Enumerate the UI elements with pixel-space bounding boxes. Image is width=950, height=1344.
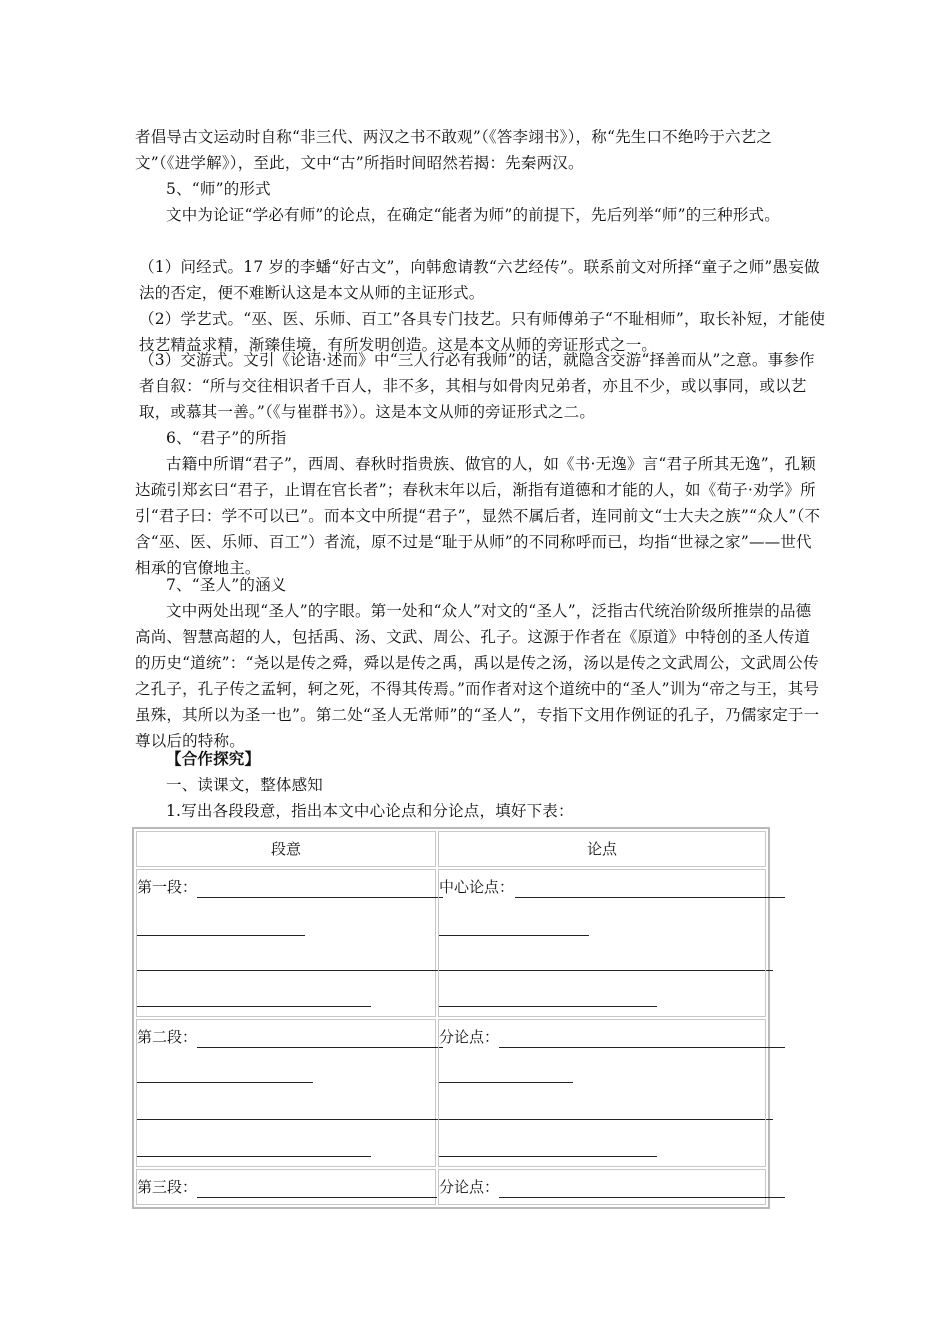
table-row: [136, 869, 766, 1017]
answer-line[interactable]: [439, 935, 589, 936]
table-row: [136, 1169, 766, 1205]
row1-meaning-cell[interactable]: [136, 869, 436, 1017]
row1-right-label: 中心论点：: [439, 878, 515, 896]
heading-junzi: 6、“君子”的所指: [166, 429, 287, 447]
column-header-argument: 论点: [438, 831, 766, 867]
paragraph-continuation: 者倡导古文运动时自称“非三代、两汉之书不敢观”（《答李翊书》），称“先生口不绝吟于六艺之文”（《进学解》），至此，文中“古”所指时间昭然若揭：先秦两汉。: [135, 128, 773, 172]
answer-line[interactable]: [137, 1082, 313, 1083]
row3-right-label: 分论点：: [439, 1178, 500, 1196]
answer-line[interactable]: [439, 1006, 657, 1007]
answer-line[interactable]: [515, 897, 785, 898]
row3-meaning-cell[interactable]: [136, 1169, 436, 1205]
table-header-row: [136, 831, 766, 867]
answer-line[interactable]: [197, 1047, 443, 1048]
subsection-title: 一、读课文，整体感知: [166, 776, 324, 794]
heading-shengren: 7、“圣人”的涵义: [166, 576, 287, 594]
section-title: 【合作探究】: [166, 749, 261, 768]
row1-argument-cell[interactable]: [438, 869, 766, 1017]
row2-argument-cell[interactable]: [438, 1019, 766, 1167]
paragraph-junzi: 古籍中所谓“君子”，西周、春秋时指贵族、做官的人，如《书·无逸》言“君子所其无逸”，孔颖达疏引郑玄曰“君子，止谓在官长者”；春秋末年以后，渐指有道德和才能的人，如《荀子·劝学》所引“君子曰：学不可以已”。而本文中所提“君子”，显然不属后者，连同前文“士大夫之族”“众人”（不含“巫、医、乐师、百工”）者流，原不过是“耻于从师”的不同称呼而已，均指“世禄之家”——世代相承的官僚地主。: [135, 455, 821, 577]
paragraph-shengren: 文中两处出现“圣人”的字眼。第一处和“众人”对文的“圣人”，泛指古代统治阶级所推崇的品德高尚、智慧高超的人，包括禹、汤、文武、周公、孔子。这源于作者在《原道》中特创的圣人传道的历史“道统”：“尧以是传之舜，舜以是传之禹，禹以是传之汤，汤以是传之文武周公，文武周公传之孔子，孔子传之孟轲，轲之死，不得其传焉。”而作者对这个道统中的“圣人”训为“帝之与王，其号虽殊，其所以为圣一也”。第二处“圣人无常师”的“圣人”，专指下文用作例证的孔子，乃儒家定于一尊以后的特称。: [135, 602, 820, 750]
row2-right-label: 分论点：: [439, 1028, 500, 1046]
answer-line[interactable]: [499, 1047, 785, 1048]
answer-line[interactable]: [137, 935, 305, 936]
answer-line[interactable]: [197, 1197, 437, 1198]
paragraph-form-1: （1）问经式。17 岁的李蟠“好古文”，向韩愈请教“六艺经传”。联系前文对所择“童子之师”愚妄做法的否定，便不难断认这是本文从师的主证形式。: [139, 258, 820, 302]
paragraph-form-2: （2）学艺式。“巫、医、乐师、百工”各具专门技艺。只有师傅弟子“不耻相师”，取长补短，才能使技艺精益求精，渐臻佳境，有所发明创造。这是本文从师的旁证形式之一。: [139, 310, 826, 354]
heading-teacher-forms: 5、“师”的形式: [166, 180, 271, 198]
answer-line[interactable]: [499, 1197, 785, 1198]
answer-line[interactable]: [137, 1006, 371, 1007]
summary-table: [132, 827, 770, 1209]
table-row: [136, 1019, 766, 1167]
answer-line[interactable]: [439, 1082, 573, 1083]
row1-left-label: 第一段：: [137, 878, 198, 896]
column-header-paragraph-meaning: 段意: [136, 831, 436, 867]
row3-argument-cell[interactable]: [438, 1169, 766, 1205]
task-instruction: 1.写出各段段意，指出本文中心论点和分论点，填好下表：: [166, 802, 574, 820]
paragraph-form-3: （3）交游式。文引《论语·述而》中“三人行必有我师”的话，就隐含交游“择善而从”之意。事参作者自叙：“所与交往相识者千百人，非不多，其相与如骨肉兄弟者，亦且不少，或以事同，或以艺取，或慕其一善。”（《与崔群书》）。这是本文从师的旁证形式之二。: [139, 351, 815, 421]
paragraph-teacher-forms: 文中为论证“学必有师”的论点，在确定“能者为师”的前提下，先后列举“师”的三种形式。: [166, 206, 780, 224]
row2-left-label: 第二段：: [137, 1028, 198, 1046]
answer-line[interactable]: [137, 1156, 371, 1157]
answer-line[interactable]: [197, 897, 443, 898]
row3-left-label: 第三段：: [137, 1178, 198, 1196]
row2-meaning-cell[interactable]: [136, 1019, 436, 1167]
answer-line[interactable]: [439, 1156, 657, 1157]
